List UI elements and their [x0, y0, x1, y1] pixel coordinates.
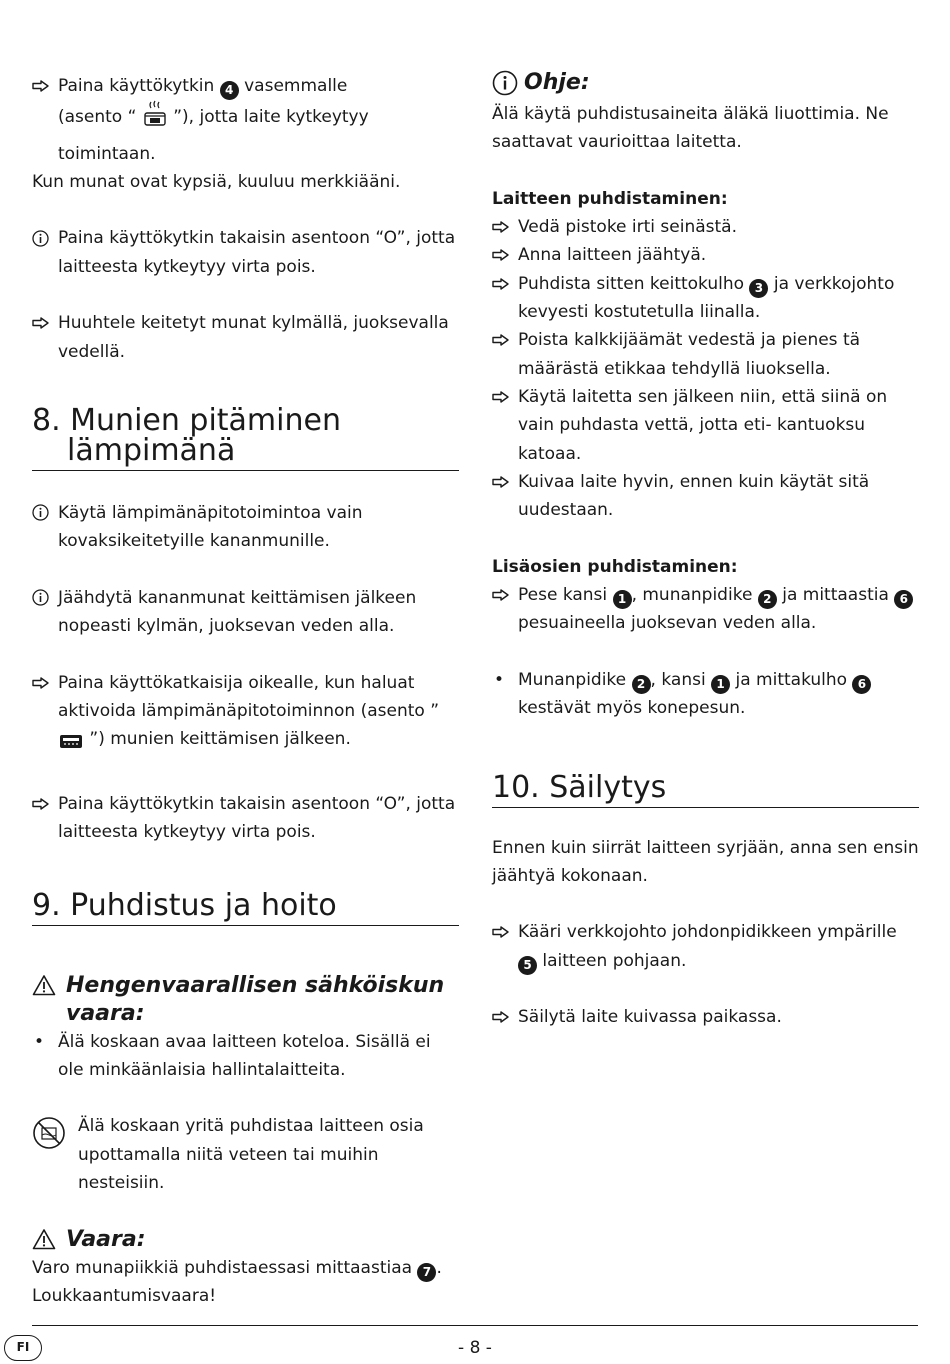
- section-heading-9: 9. Puhdistus ja hoito: [32, 891, 459, 926]
- callout-number: 4: [220, 81, 239, 100]
- warning-triangle-icon: [32, 974, 56, 1004]
- egg-cooker-warm-icon: [58, 732, 84, 761]
- page-number: - 8 -: [458, 1338, 492, 1358]
- clean-step-unplug: Vedä pistoke irti seinästä.: [492, 213, 919, 241]
- info-icon: [32, 499, 54, 527]
- storage-dry-place: Säilytä laite kuivassa paikassa.: [492, 1003, 919, 1031]
- no-immersion-icon: [32, 1116, 66, 1159]
- section-heading-10: 10. Säilytys: [492, 773, 919, 808]
- arrow-icon: [492, 1003, 514, 1031]
- bullet-point: •: [494, 669, 505, 690]
- arrow-icon: [32, 669, 54, 697]
- instruction-switch-left: Paina käyttökytkin 4 vasemmalle (asento “ ”), jotta laite kytkeytyy toimintaan.: [32, 72, 459, 168]
- arrow-icon: [492, 241, 514, 269]
- instruction-keep-warm: Paina käyttökatkaisija oikealle, kun haluat aktivoida lämpimänäpitotoiminnon (asento ” ”) munien keittämisen jälkeen.: [32, 669, 459, 762]
- arrow-icon: [492, 918, 514, 946]
- arrow-icon: [492, 326, 514, 354]
- bullet-dishwasher: • Munanpidike 2 , kansi 1 ja mittakulho 6 kestävät myös konepesun.: [492, 666, 919, 723]
- callout-number: 1: [613, 590, 632, 609]
- callout-number: 1: [711, 675, 730, 694]
- storage-wrap-cord: Kääri verkkojohto johdonpidikkeen ympärille 5 laitteen pohjaan.: [492, 918, 919, 975]
- callout-number: 7: [417, 1263, 436, 1282]
- instruction-rinse-eggs: Huuhtele keitetyt munat kylmällä, juoksevalla vedellä.: [32, 309, 459, 366]
- arrow-icon: [492, 581, 514, 609]
- section-heading-8: 8. Munien pitäminen lämpimänä: [32, 406, 459, 471]
- clean-step-cool: Anna laitteen jäähtyä.: [492, 241, 919, 269]
- beep-note: Kun munat ovat kypsiä, kuuluu merkkiääni.: [32, 171, 401, 192]
- info-icon: [32, 224, 54, 252]
- clean-step-dry: Kuivaa laite hyvin, ennen kuin käytät sitä uudestaan.: [492, 468, 919, 525]
- clean-step-rinse-run: Käytä laitetta sen jälkeen niin, että siinä on vain puhdasta vettä, jotta eti- kantuoksu katoaa.: [492, 383, 919, 468]
- language-badge: FI: [4, 1335, 42, 1361]
- clean-step-wipe: Puhdista sitten keittokulho 3 ja verkkojohto kevyesti kostutetulla liinalla.: [492, 270, 919, 327]
- bullet-point: •: [34, 1031, 45, 1052]
- warning-danger: Vaara:: [32, 1226, 459, 1254]
- subheading-accessory-cleaning: Lisäosien puhdistaminen:: [492, 556, 738, 577]
- arrow-icon: [32, 790, 54, 818]
- callout-number: 2: [758, 590, 777, 609]
- callout-number: 3: [749, 279, 768, 298]
- callout-number: 6: [852, 675, 871, 694]
- info-hardboiled-only: Käytä lämpimänäpitotoimintoa vain kovaksikeitetyille kananmunille.: [32, 499, 459, 556]
- prohibit-immerse: Älä koskaan yritä puhdistaa laitteen osia upottamalla niitä veteen tai muihin nesteisiin.: [32, 1112, 459, 1197]
- note-heading: Ohje:: [492, 66, 919, 100]
- clean-step-descale: Poista kalkkijäämät vedestä ja pienes tä määrästä etikkaa tehdyllä liuoksella.: [492, 326, 919, 383]
- instruction-switch-off: Paina käyttökytkin takaisin asentoon “O”, jotta laitteesta kytkeytyy virta pois.: [32, 224, 459, 281]
- note-text: Älä käytä puhdistusaineita äläkä liuottimia. Ne saattavat vaurioittaa laitetta.: [492, 104, 889, 153]
- instruction-switch-off-2: Paina käyttökytkin takaisin asentoon “O”, jotta laitteesta kytkeytyy virta pois.: [32, 790, 459, 847]
- info-cool-eggs: Jäähdytä kananmunat keittämisen jälkeen nopeasti kylmän, juoksevan veden alla.: [32, 584, 459, 641]
- callout-number: 2: [632, 675, 651, 694]
- bullet-housing: • Älä koskaan avaa laitteen koteloa. Sisällä ei ole minkäänlaisia hallintalaitteita.: [32, 1028, 459, 1085]
- arrow-icon: [32, 309, 54, 337]
- arrow-icon: [492, 468, 514, 496]
- info-icon: [32, 584, 54, 612]
- arrow-icon: [492, 270, 514, 298]
- danger-text: Varo munapiikkiä puhdistaessasi mittaastiaa 7 . Loukkaantumisvaara!: [32, 1257, 442, 1306]
- warning-electric-shock: Hengenvaarallisen sähköiskun vaara:: [32, 972, 459, 1028]
- arrow-icon: [492, 213, 514, 241]
- accessory-wash: Pese kansi 1 , munanpidike 2 ja mittaastia 6 pesuaineella juoksevan veden alla.: [492, 581, 919, 638]
- right-column: [492, 66, 919, 1032]
- callout-number: 6: [894, 590, 913, 609]
- arrow-icon: [492, 383, 514, 411]
- egg-cooker-boil-icon: [142, 100, 168, 139]
- storage-intro: Ennen kuin siirrät laitteen syrjään, anna sen ensin jäähtyä kokonaan.: [492, 837, 919, 886]
- footer-divider: [32, 1325, 918, 1326]
- arrow-icon: [32, 72, 54, 100]
- subheading-device-cleaning: Laitteen puhdistaminen:: [492, 188, 728, 209]
- callout-number: 5: [518, 956, 537, 975]
- left-column: [32, 72, 459, 1310]
